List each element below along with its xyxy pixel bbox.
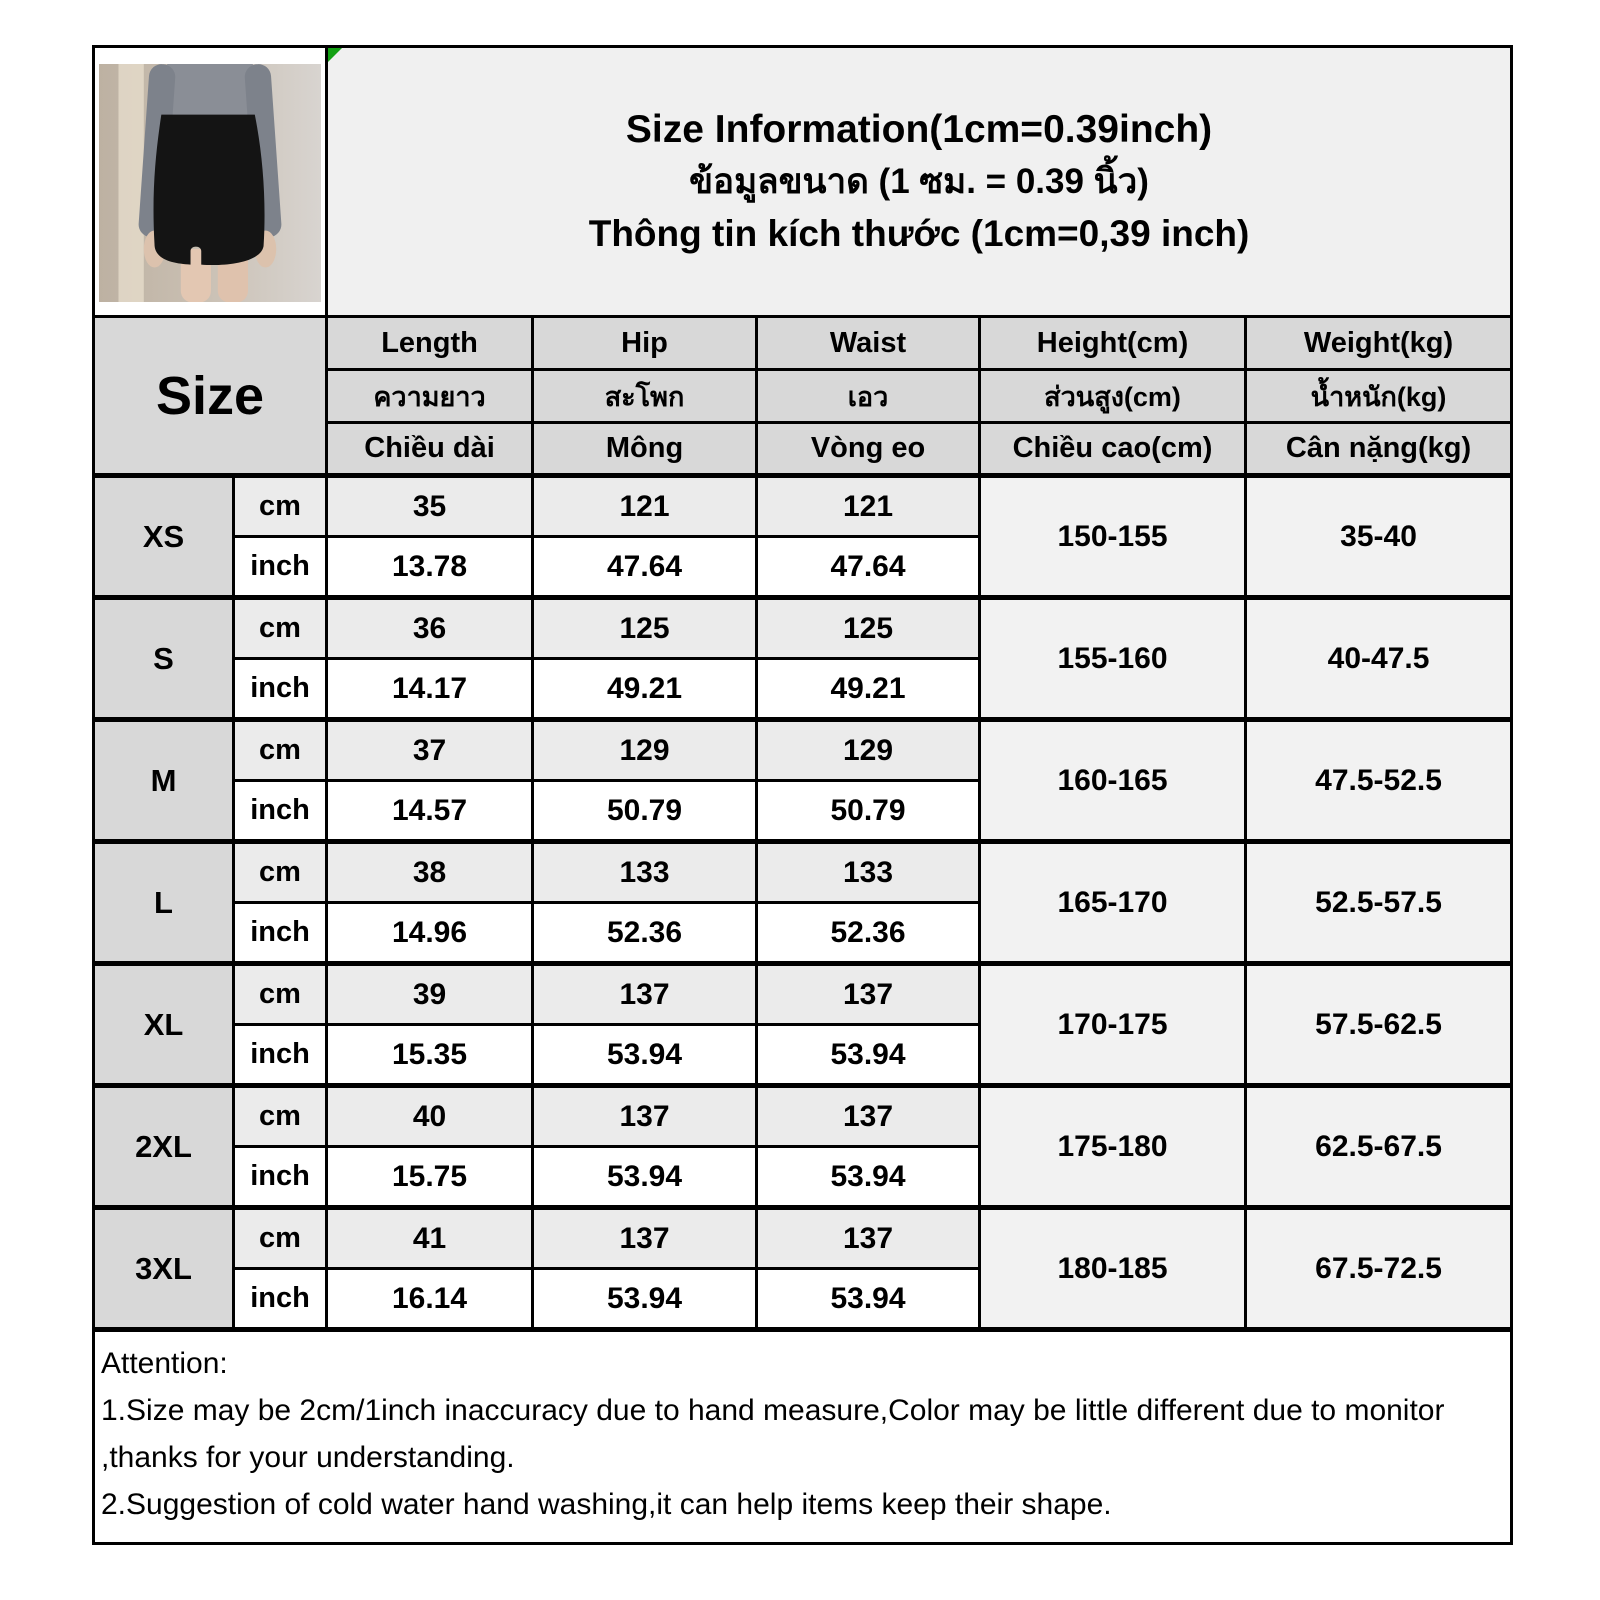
2xl-hip-inch: 53.94	[533, 1147, 757, 1208]
size-chart-table	[92, 45, 1513, 1545]
top-band	[94, 47, 1512, 317]
m-hip-cm: 129	[533, 720, 757, 781]
row-s-cm	[94, 598, 1512, 659]
2xl-length-inch: 15.75	[327, 1147, 533, 1208]
3xl-unit-cm: cm	[234, 1208, 327, 1269]
xs-unit-inch: inch	[234, 537, 327, 598]
col-header-hip-en: Hip	[533, 317, 757, 370]
l-waist-cm: 133	[757, 842, 980, 903]
2xl-weight-range: 62.5-67.5	[1246, 1086, 1512, 1208]
s-height-range: 155-160	[980, 598, 1246, 720]
col-header-height-th: ส่วนสูง(cm)	[980, 370, 1246, 423]
model-skirt	[154, 114, 265, 264]
product-photo-cell	[94, 47, 327, 317]
col-header-hip-vi: Mông	[533, 423, 757, 476]
xl-hip-inch: 53.94	[533, 1025, 757, 1086]
col-header-length-th: ความยาว	[327, 370, 533, 423]
m-height-range: 160-165	[980, 720, 1246, 842]
attention-heading: Attention:	[101, 1347, 228, 1380]
2xl-hip-cm: 137	[533, 1086, 757, 1147]
xl-length-cm: 39	[327, 964, 533, 1025]
title-cell	[327, 47, 1512, 317]
product-photo	[99, 64, 321, 303]
xl-unit-inch: inch	[234, 1025, 327, 1086]
l-unit-cm: cm	[234, 842, 327, 903]
title-th: ข้อมูลขนาด (1 ซม. = 0.39 นิ้ว)	[689, 161, 1149, 201]
xs-length-cm: 35	[327, 476, 533, 537]
3xl-hip-inch: 53.94	[533, 1269, 757, 1330]
s-size-label: S	[94, 598, 234, 720]
xs-hip-cm: 121	[533, 476, 757, 537]
s-length-inch: 14.17	[327, 659, 533, 720]
3xl-length-inch: 16.14	[327, 1269, 533, 1330]
attention-line-3: 2.Suggestion of cold water hand washing,it can help items keep their shape.	[101, 1488, 1112, 1521]
xl-unit-cm: cm	[234, 964, 327, 1025]
col-header-waist-vi: Vòng eo	[757, 423, 980, 476]
xs-waist-inch: 47.64	[757, 537, 980, 598]
m-unit-inch: inch	[234, 781, 327, 842]
attention-line-2: ,thanks for your understanding.	[101, 1441, 515, 1474]
col-header-length-vi: Chiều dài	[327, 423, 533, 476]
xl-length-inch: 15.35	[327, 1025, 533, 1086]
m-hip-inch: 50.79	[533, 781, 757, 842]
wall-strip	[118, 64, 143, 303]
s-unit-cm: cm	[234, 598, 327, 659]
xs-unit-cm: cm	[234, 476, 327, 537]
col-header-hip-th: สะโพก	[533, 370, 757, 423]
l-unit-inch: inch	[234, 903, 327, 964]
m-length-cm: 37	[327, 720, 533, 781]
row-l-cm	[94, 842, 1512, 903]
3xl-length-cm: 41	[327, 1208, 533, 1269]
3xl-unit-inch: inch	[234, 1269, 327, 1330]
col-header-height-vi: Chiều cao(cm)	[980, 423, 1246, 476]
row-xl-cm	[94, 964, 1512, 1025]
s-waist-inch: 49.21	[757, 659, 980, 720]
m-unit-cm: cm	[234, 720, 327, 781]
row-m-cm	[94, 720, 1512, 781]
header-row-en	[94, 317, 1512, 370]
xs-size-label: XS	[94, 476, 234, 598]
2xl-unit-cm: cm	[234, 1086, 327, 1147]
l-weight-range: 52.5-57.5	[1246, 842, 1512, 964]
col-header-weight-th: น้ำหนัก(kg)	[1246, 370, 1512, 423]
xs-length-inch: 13.78	[327, 537, 533, 598]
l-size-label: L	[94, 842, 234, 964]
s-hip-cm: 125	[533, 598, 757, 659]
col-header-waist-en: Waist	[757, 317, 980, 370]
col-header-weight-en: Weight(kg)	[1246, 317, 1512, 370]
xs-height-range: 150-155	[980, 476, 1246, 598]
size-header: Size	[94, 317, 327, 476]
xs-weight-range: 35-40	[1246, 476, 1512, 598]
l-hip-inch: 52.36	[533, 903, 757, 964]
3xl-hip-cm: 137	[533, 1208, 757, 1269]
col-header-height-en: Height(cm)	[980, 317, 1246, 370]
xs-waist-cm: 121	[757, 476, 980, 537]
2xl-length-cm: 40	[327, 1086, 533, 1147]
2xl-unit-inch: inch	[234, 1147, 327, 1208]
2xl-waist-cm: 137	[757, 1086, 980, 1147]
2xl-waist-inch: 53.94	[757, 1147, 980, 1208]
m-length-inch: 14.57	[327, 781, 533, 842]
s-waist-cm: 125	[757, 598, 980, 659]
2xl-size-label: 2XL	[94, 1086, 234, 1208]
xl-hip-cm: 137	[533, 964, 757, 1025]
3xl-size-label: 3XL	[94, 1208, 234, 1330]
col-header-weight-vi: Cân nặng(kg)	[1246, 423, 1512, 476]
xl-weight-range: 57.5-62.5	[1246, 964, 1512, 1086]
attention-line-1: 1.Size may be 2cm/1inch inaccuracy due to hand measure,Color may be little different due to monitor	[101, 1394, 1445, 1427]
row-3xl-cm	[94, 1208, 1512, 1269]
attention-row	[94, 1330, 1512, 1544]
xl-waist-inch: 53.94	[757, 1025, 980, 1086]
m-waist-inch: 50.79	[757, 781, 980, 842]
l-length-inch: 14.96	[327, 903, 533, 964]
col-header-length-en: Length	[327, 317, 533, 370]
s-length-cm: 36	[327, 598, 533, 659]
m-size-label: M	[94, 720, 234, 842]
l-hip-cm: 133	[533, 842, 757, 903]
l-length-cm: 38	[327, 842, 533, 903]
xl-height-range: 170-175	[980, 964, 1246, 1086]
3xl-waist-inch: 53.94	[757, 1269, 980, 1330]
xl-size-label: XL	[94, 964, 234, 1086]
s-hip-inch: 49.21	[533, 659, 757, 720]
row-xs-cm	[94, 476, 1512, 537]
m-weight-range: 47.5-52.5	[1246, 720, 1512, 842]
l-waist-inch: 52.36	[757, 903, 980, 964]
s-weight-range: 40-47.5	[1246, 598, 1512, 720]
col-header-waist-th: เอว	[757, 370, 980, 423]
row-2xl-cm	[94, 1086, 1512, 1147]
s-unit-inch: inch	[234, 659, 327, 720]
l-height-range: 165-170	[980, 842, 1246, 964]
cell-flag-triangle-icon	[328, 48, 342, 62]
title-vi: Thông tin kích thước (1cm=0,39 inch)	[588, 212, 1250, 254]
m-waist-cm: 129	[757, 720, 980, 781]
title-en: Size Information(1cm=0.39inch)	[625, 107, 1213, 151]
2xl-height-range: 175-180	[980, 1086, 1246, 1208]
attention-cell	[94, 1330, 1512, 1544]
xl-waist-cm: 137	[757, 964, 980, 1025]
model-illustration	[99, 64, 321, 303]
3xl-height-range: 180-185	[980, 1208, 1246, 1330]
3xl-waist-cm: 137	[757, 1208, 980, 1269]
3xl-weight-range: 67.5-72.5	[1246, 1208, 1512, 1330]
xs-hip-inch: 47.64	[533, 537, 757, 598]
